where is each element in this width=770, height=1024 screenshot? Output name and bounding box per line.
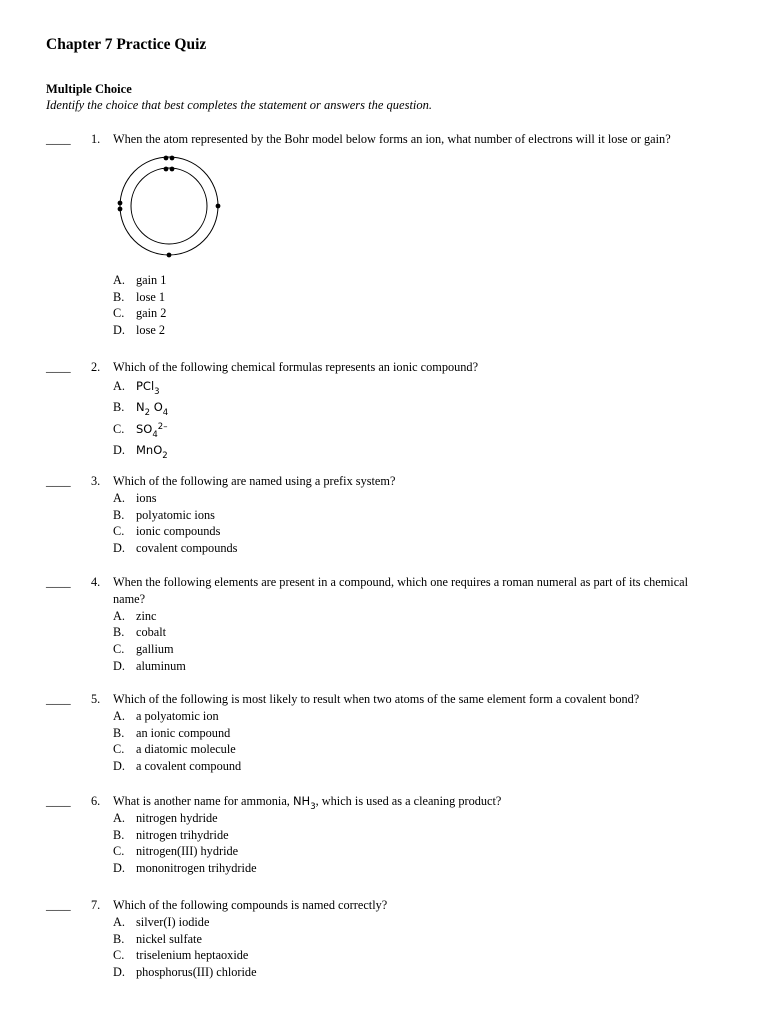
option[interactable]: B. $N_2$ $O_4$ <box>113 400 169 419</box>
question-stem: Which of the following is most likely to result when two atoms of the same element form a covalent bond? <box>113 692 640 706</box>
option[interactable]: A. zinc <box>113 608 157 623</box>
question-number: 6. <box>91 794 101 808</box>
question-number: 3. <box>91 474 101 488</box>
chemical-formula: $SO_4^{2-}$ <box>136 421 168 440</box>
option[interactable]: C. a diatomic molecule <box>113 742 236 757</box>
option[interactable]: B. nitrogen trihydride <box>113 827 229 842</box>
answer-blank[interactable]: ____ <box>46 360 71 374</box>
answer-blank[interactable]: ____ <box>46 794 71 808</box>
option[interactable]: A. silver(I) iodide <box>113 914 210 929</box>
question-number: 7. <box>91 898 101 912</box>
bohr-model-diagram <box>113 154 223 266</box>
question-stem: What is another name for ammonia, $NH_3$, which is used as a cleaning product? <box>113 794 502 812</box>
option[interactable]: B. lose 1 <box>113 289 166 304</box>
electron-dot <box>118 206 123 211</box>
chemical-formula: $N_2$ $O_4$ <box>136 400 169 419</box>
option[interactable]: B. polyatomic ions <box>113 507 215 522</box>
answer-blank[interactable]: ____ <box>46 692 71 706</box>
section-title: Multiple Choice <box>46 82 132 96</box>
electron-dot <box>164 166 169 171</box>
option[interactable]: C. gallium <box>113 642 174 657</box>
answer-blank[interactable]: ____ <box>46 575 71 589</box>
option[interactable]: A. PCl$_3$ <box>113 378 160 397</box>
option[interactable]: D. phosphorus(III) chloride <box>113 965 257 980</box>
chemical-formula: PCl$_3$ <box>136 378 160 397</box>
option[interactable]: D. mononitrogen trihydride <box>113 861 257 876</box>
page-title: Chapter 7 Practice Quiz <box>46 36 207 53</box>
electron-dot <box>170 155 175 160</box>
question-number: 1. <box>91 132 101 146</box>
option[interactable]: D. MnO$_2$ <box>113 443 168 462</box>
option[interactable]: D. aluminum <box>113 658 186 673</box>
option[interactable]: C. triselenium heptaoxide <box>113 948 249 963</box>
option[interactable]: C. ionic compounds <box>113 524 221 539</box>
option[interactable]: A. nitrogen hydride <box>113 810 218 825</box>
electron-dot <box>118 200 123 205</box>
option[interactable]: D. covalent compounds <box>113 541 238 556</box>
question-stem: Which of the following are named using a prefix system? <box>113 474 396 488</box>
option[interactable]: C. gain 2 <box>113 306 167 321</box>
electron-dot <box>167 252 172 257</box>
question-stem: When the atom represented by the Bohr model below forms an ion, what number of electrons will it lose or gain? <box>113 132 671 146</box>
question-number: 2. <box>91 360 101 374</box>
option[interactable]: D. a covalent compound <box>113 759 242 774</box>
question-stem: When the following elements are present in a compound, which one requires a roman numeral as part of its chemical name? <box>113 575 689 606</box>
option[interactable]: A. ions <box>113 490 157 505</box>
question-number: 4. <box>91 575 101 589</box>
chemical-formula: $NH_3$ <box>292 794 316 812</box>
electron-dot <box>216 203 221 208</box>
option[interactable]: B. cobalt <box>113 625 167 640</box>
electron-dot <box>170 166 175 171</box>
option[interactable]: A. gain 1 <box>113 272 167 287</box>
chemical-formula: MnO$_2$ <box>136 443 168 462</box>
section-instruction: Identify the choice that best completes the statement or answers the question. <box>46 98 433 112</box>
question-stem: Which of the following compounds is named correctly? <box>113 898 388 912</box>
question-number: 5. <box>91 692 101 706</box>
answer-blank[interactable]: ____ <box>46 898 71 912</box>
option[interactable]: D. lose 2 <box>113 323 166 338</box>
option[interactable]: C. $SO_4^{2-}$ <box>113 421 168 440</box>
option[interactable]: B. an ionic compound <box>113 725 231 740</box>
answer-blank[interactable]: ____ <box>46 132 71 146</box>
answer-blank[interactable]: ____ <box>46 474 71 488</box>
electron-dot <box>164 155 169 160</box>
question-stem: Which of the following chemical formulas represents an ionic compound? <box>113 360 479 374</box>
option[interactable]: C. nitrogen(III) hydride <box>113 844 239 859</box>
option[interactable]: A. a polyatomic ion <box>113 708 219 723</box>
option[interactable]: B. nickel sulfate <box>113 931 202 946</box>
